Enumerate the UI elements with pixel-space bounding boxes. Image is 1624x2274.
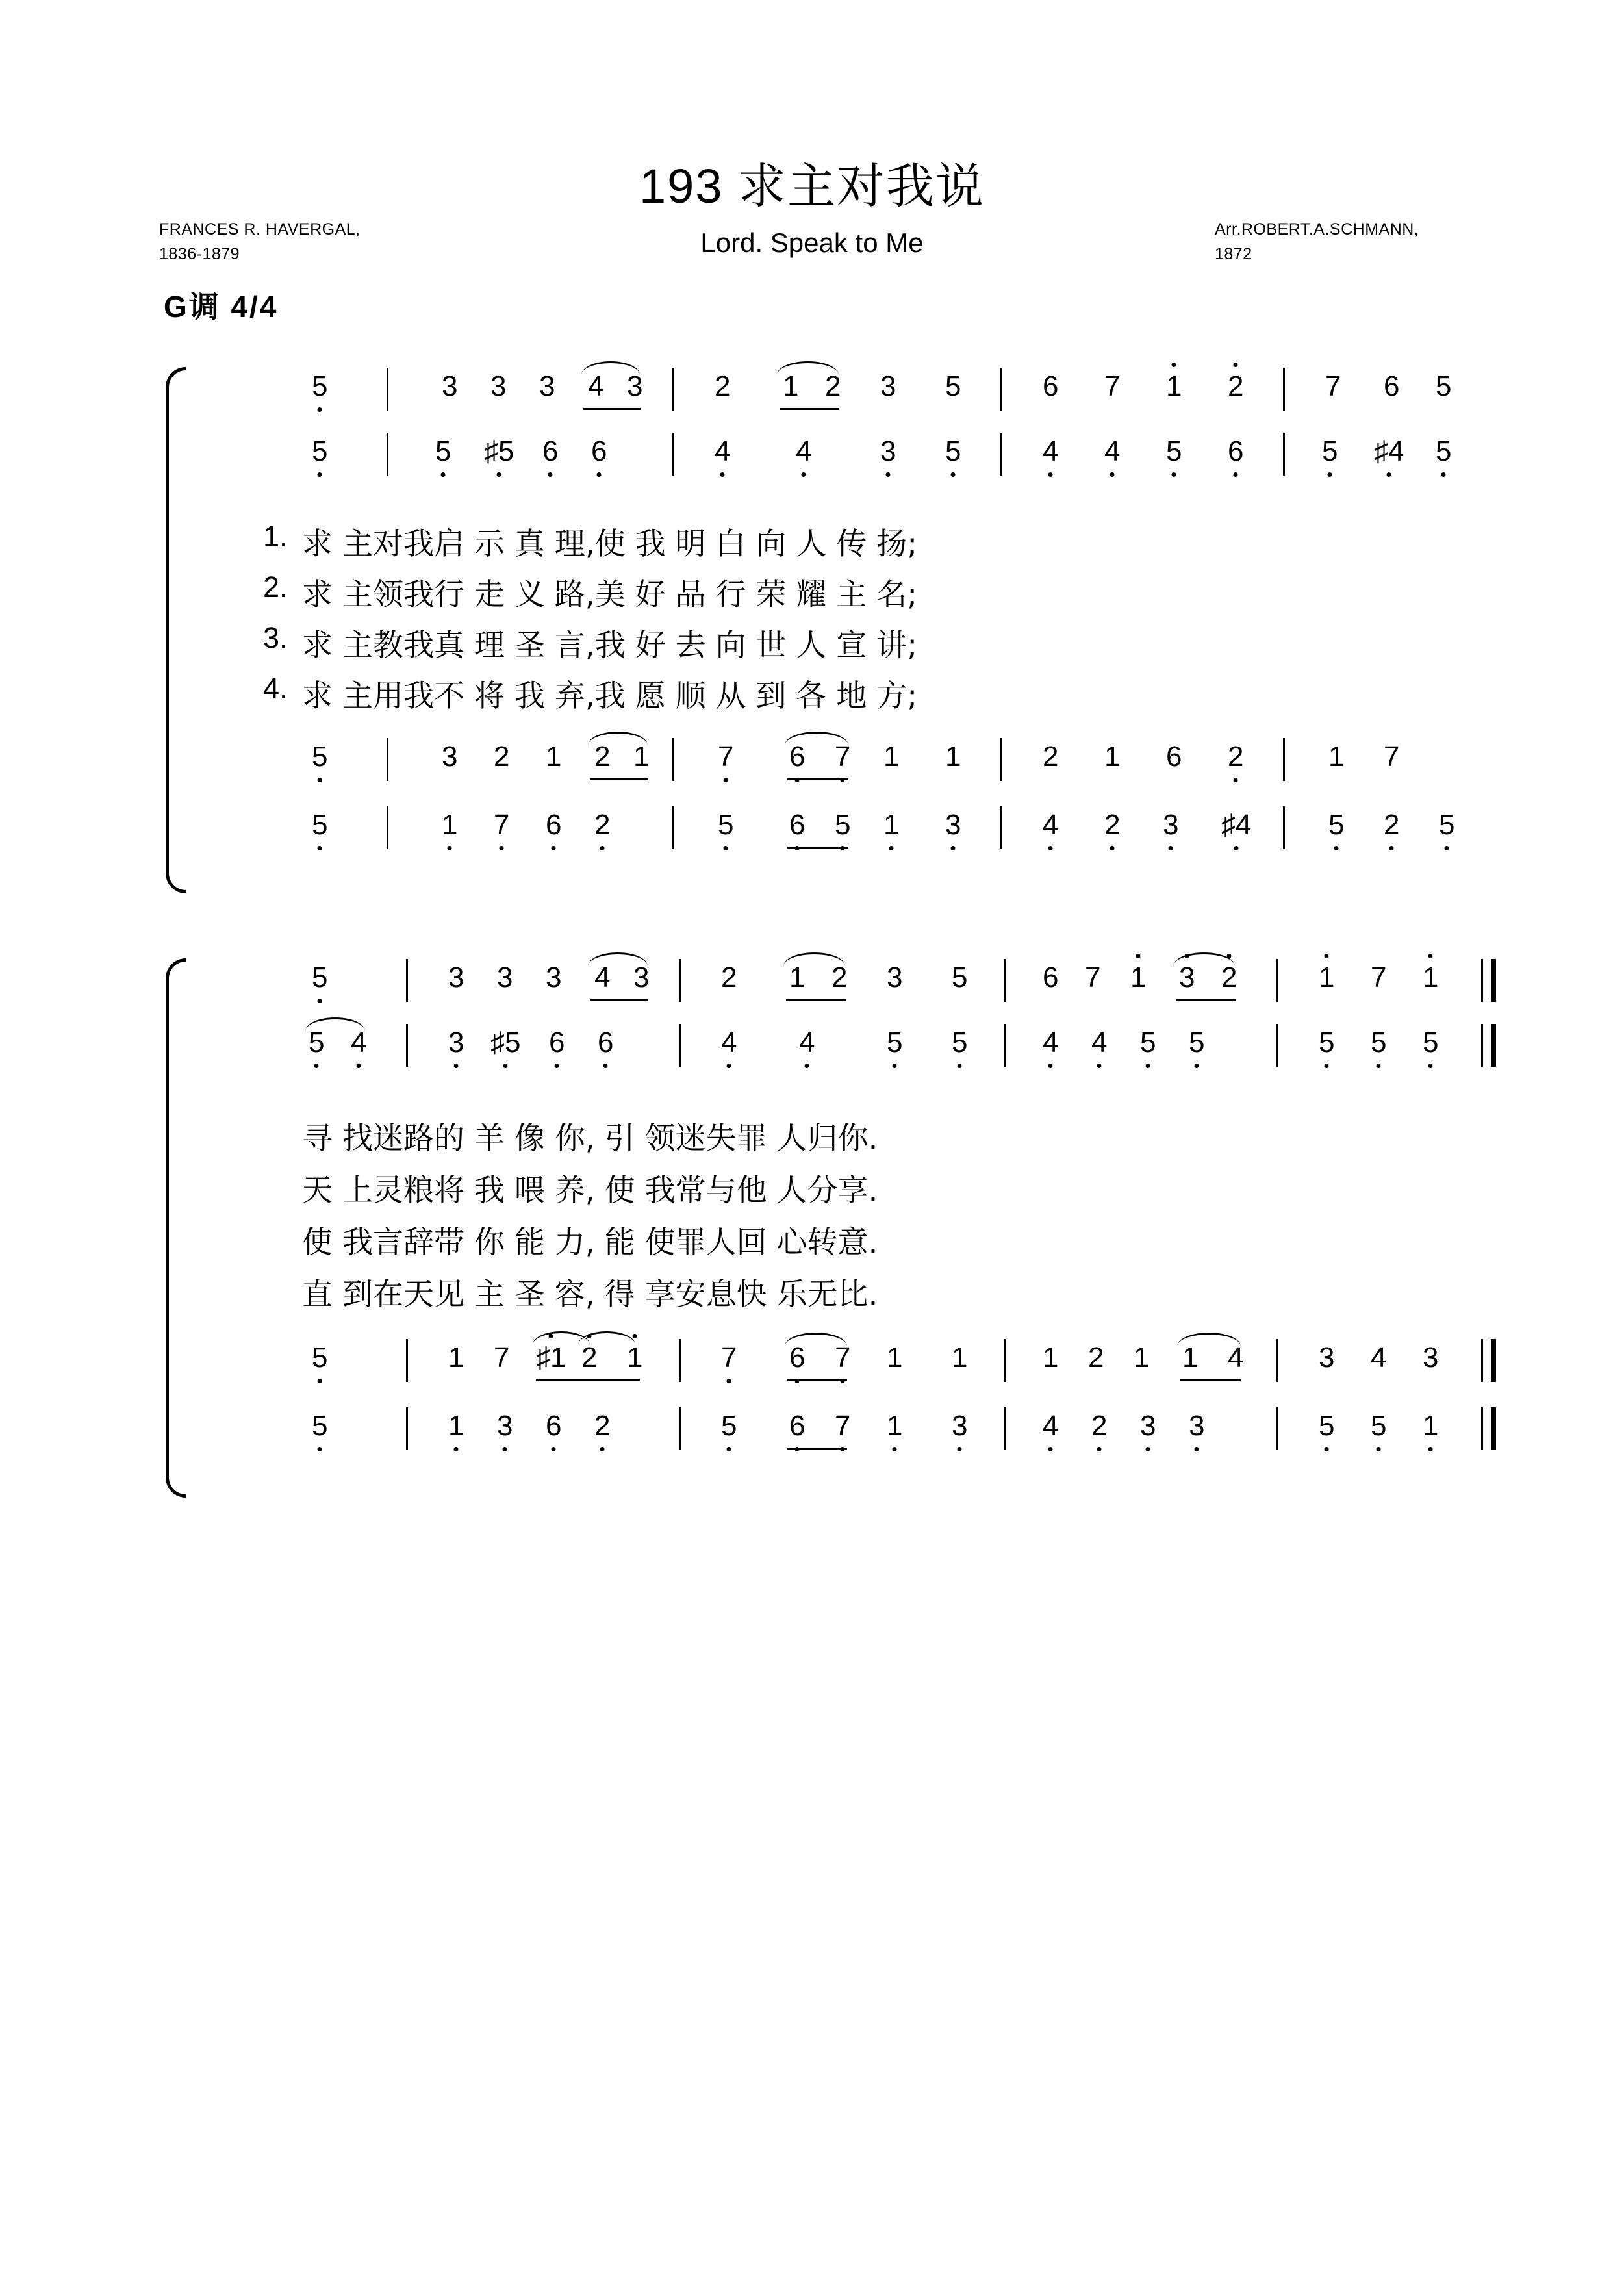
note: 2	[1104, 809, 1121, 841]
note: 3	[880, 435, 896, 467]
note: 4	[351, 1027, 367, 1058]
barline	[1283, 368, 1285, 411]
note: 1	[448, 1342, 464, 1373]
barline	[1000, 433, 1002, 476]
note: 1	[442, 809, 458, 841]
note: 1	[1328, 741, 1345, 773]
verse-number: 4.	[263, 672, 288, 705]
note: 2	[715, 370, 731, 402]
note: 5	[1189, 1027, 1205, 1058]
lyric-line	[0, 1270, 1624, 1313]
note: 2	[1228, 741, 1244, 773]
final-barline-thick	[1491, 1407, 1496, 1450]
note: 4	[1043, 1410, 1059, 1442]
note: 5	[435, 435, 451, 467]
credit-right-line2: 1872	[1215, 244, 1252, 263]
note: 3	[952, 1410, 968, 1442]
barline	[672, 368, 674, 411]
slur	[777, 361, 839, 375]
note: 3	[448, 1027, 464, 1058]
note: 6	[546, 1410, 562, 1442]
note: 5	[1371, 1027, 1387, 1058]
note: 1	[783, 370, 799, 402]
note: 1	[887, 1342, 903, 1373]
note: 1	[1130, 962, 1147, 993]
note: 6	[1166, 741, 1182, 773]
barline	[679, 959, 681, 1002]
note: 5	[1319, 1027, 1335, 1058]
lyric-line	[0, 1114, 1624, 1157]
note: ♯1	[536, 1342, 566, 1373]
lyric-text: 求 主用我不 将 我 弃,我 愿 顺 从 到 各 地 方;	[302, 678, 918, 714]
note: 5	[309, 1027, 325, 1058]
slur	[785, 732, 848, 745]
note: 4	[1104, 435, 1121, 467]
note: 7	[1371, 962, 1387, 993]
melody-row-3	[0, 962, 1624, 1003]
credit-left	[159, 218, 361, 266]
note: 1	[546, 741, 562, 773]
note: 2	[1043, 741, 1059, 773]
lyric-text: 直 到在天见 主 圣 容, 得 享安息快 乐无比.	[302, 1277, 878, 1312]
note: 3	[1319, 1342, 1335, 1373]
note: 1	[1319, 962, 1335, 993]
note: 6	[789, 1342, 806, 1373]
beam	[590, 999, 648, 1001]
barline	[1276, 959, 1278, 1002]
note: 5	[721, 1410, 737, 1442]
credit-right	[1215, 218, 1419, 266]
note: 5	[945, 435, 961, 467]
note: 4	[1043, 1027, 1059, 1058]
lyric-text: 求 主教我真 理 圣 言,我 好 去 向 世 人 宣 讲;	[302, 628, 918, 663]
lyric-text: 寻 找迷路的 羊 像 你, 引 领迷失罪 人归你.	[302, 1121, 878, 1156]
beam	[787, 1448, 847, 1450]
note: 5	[312, 1342, 328, 1373]
note: 5	[835, 809, 851, 841]
barline	[672, 433, 674, 476]
final-barline-thin	[1481, 1407, 1483, 1450]
note: 6	[542, 435, 559, 467]
note: 7	[494, 1342, 510, 1373]
note: 4	[588, 370, 604, 402]
barline	[1283, 738, 1285, 781]
harmony-row-1	[0, 435, 1624, 477]
barline	[1000, 368, 1002, 411]
note: 3	[887, 962, 903, 993]
lyric-text: 求 主对我启 示 真 理,使 我 明 白 向 人 传 扬;	[302, 526, 918, 562]
note: 3	[546, 962, 562, 993]
final-barline-thick	[1491, 1339, 1496, 1382]
note: 5	[887, 1027, 903, 1058]
note: 3	[1179, 962, 1195, 993]
beam	[1176, 999, 1236, 1001]
note: 3	[945, 809, 961, 841]
note: 6	[591, 435, 607, 467]
barline	[387, 368, 388, 411]
note: 7	[1325, 370, 1341, 402]
note: 2	[1221, 962, 1237, 993]
lyric-line	[0, 570, 1624, 613]
lyric-line	[0, 672, 1624, 715]
beam	[787, 1379, 847, 1381]
barline	[679, 1024, 681, 1067]
note: 4	[594, 962, 611, 993]
music-system-1	[0, 351, 1624, 884]
beam	[536, 1379, 640, 1381]
note: 1	[883, 809, 900, 841]
note: 7	[494, 809, 510, 841]
note: 7	[835, 1410, 851, 1442]
note: 5	[945, 370, 961, 402]
note: 3	[539, 370, 555, 402]
credit-left-line1: FRANCES R. HAVERGAL,	[159, 220, 361, 238]
barline	[1276, 1024, 1278, 1067]
note: 3	[448, 962, 464, 993]
note: 7	[1085, 962, 1101, 993]
note: 4	[796, 435, 812, 467]
barline	[672, 806, 674, 849]
note: 6	[549, 1027, 565, 1058]
note: 2	[1088, 1342, 1104, 1373]
note: 1	[633, 741, 650, 773]
barline	[406, 1339, 408, 1382]
barline	[1276, 1407, 1278, 1450]
note: 5	[312, 741, 328, 773]
note: 1	[945, 741, 961, 773]
note: 4	[721, 1027, 737, 1058]
harmony-row-2	[0, 809, 1624, 850]
note: 3	[1189, 1410, 1205, 1442]
note: 3	[442, 370, 458, 402]
slur	[1173, 952, 1235, 966]
music-system-2	[0, 942, 1624, 1488]
note: 1	[1423, 1410, 1439, 1442]
key-signature: G调 4/4	[164, 290, 279, 324]
note: 2	[494, 741, 510, 773]
note: 4	[1371, 1342, 1387, 1373]
barline	[406, 1024, 408, 1067]
note: 1	[1104, 741, 1121, 773]
barline	[387, 738, 388, 781]
note: 7	[835, 741, 851, 773]
note: 5	[1423, 1027, 1439, 1058]
barline	[1276, 1339, 1278, 1382]
barline	[1000, 738, 1002, 781]
harmony-row-3	[0, 1027, 1624, 1068]
note: 2	[581, 1342, 598, 1373]
slur	[588, 952, 648, 966]
note: 2	[1228, 370, 1244, 402]
note: 5	[718, 809, 734, 841]
note: 3	[633, 962, 650, 993]
note: 1	[1166, 370, 1182, 402]
credit-right-line1: Arr.ROBERT.A.SCHMANN,	[1215, 220, 1419, 238]
slur	[1177, 1333, 1241, 1346]
note: ♯5	[484, 435, 514, 467]
note: 2	[831, 962, 848, 993]
note: 3	[490, 370, 507, 402]
note: 3	[1423, 1342, 1439, 1373]
final-barline-thin	[1481, 1339, 1483, 1382]
melody-row-2	[0, 741, 1624, 782]
barline	[406, 959, 408, 1002]
note: 4	[1043, 809, 1059, 841]
barline	[1004, 1407, 1006, 1450]
lyric-text: 求 主领我行 走 义 路,美 好 品 行 荣 耀 主 名;	[302, 577, 918, 613]
slur	[785, 1333, 847, 1346]
lyric-line	[0, 520, 1624, 563]
note: 4	[715, 435, 731, 467]
barline	[387, 806, 388, 849]
note: 7	[835, 1342, 851, 1373]
note: 3	[442, 741, 458, 773]
note: 5	[312, 435, 328, 467]
beam	[787, 847, 848, 849]
lyric-line	[0, 1166, 1624, 1209]
note: ♯5	[490, 1027, 521, 1058]
note: 5	[952, 962, 968, 993]
note: 5	[1322, 435, 1338, 467]
beam	[786, 999, 846, 1001]
barline	[1283, 433, 1285, 476]
final-barline-thin	[1481, 1024, 1483, 1067]
note: 6	[789, 809, 806, 841]
beam	[787, 778, 848, 780]
beam	[780, 408, 839, 410]
note: 7	[1384, 741, 1400, 773]
note: 3	[1140, 1410, 1156, 1442]
melody-row-4	[0, 1342, 1624, 1383]
note: 2	[594, 809, 611, 841]
note: 5	[1436, 435, 1452, 467]
note: 6	[546, 809, 562, 841]
note: 4	[1091, 1027, 1108, 1058]
note: 7	[1104, 370, 1121, 402]
note: 2	[594, 1410, 611, 1442]
beam	[583, 408, 641, 410]
note: 1	[952, 1342, 968, 1373]
note: 1	[1043, 1342, 1059, 1373]
beam	[590, 778, 648, 780]
note: 7	[718, 741, 734, 773]
lyric-line	[0, 1218, 1624, 1261]
note: 5	[1166, 435, 1182, 467]
barline	[1004, 1024, 1006, 1067]
note: 2	[721, 962, 737, 993]
note: 5	[1328, 809, 1345, 841]
note: 5	[1371, 1410, 1387, 1442]
note: 1	[887, 1410, 903, 1442]
verse-number: 2.	[263, 570, 288, 604]
note: 7	[721, 1342, 737, 1373]
note: 3	[1163, 809, 1179, 841]
note: 6	[789, 1410, 806, 1442]
credit-left-line2: 1836-1879	[159, 244, 240, 263]
note: 1	[1134, 1342, 1150, 1373]
melody-row-1	[0, 370, 1624, 412]
note: 5	[312, 809, 328, 841]
lyric-text: 天 上灵粮将 我 喂 养, 使 我常与他 人分享.	[302, 1173, 878, 1208]
barline	[679, 1407, 681, 1450]
barline	[1004, 1339, 1006, 1382]
note: 2	[594, 741, 611, 773]
slur	[305, 1017, 365, 1031]
slur	[783, 952, 845, 966]
note: 6	[789, 741, 806, 773]
final-barline-thick	[1491, 959, 1496, 1002]
note: 1	[448, 1410, 464, 1442]
note: 6	[1043, 370, 1059, 402]
lyric-text: 使 我言辞带 你 能 力, 能 使罪人回 心转意.	[302, 1225, 878, 1260]
note: 1	[883, 741, 900, 773]
note: 1	[1182, 1342, 1199, 1373]
barline	[1283, 806, 1285, 849]
final-barline-thick	[1491, 1024, 1496, 1067]
note: 4	[1228, 1342, 1244, 1373]
note: 4	[799, 1027, 815, 1058]
note: 5	[1436, 370, 1452, 402]
note: 4	[1043, 435, 1059, 467]
barline	[679, 1339, 681, 1382]
note: 5	[1439, 809, 1455, 841]
note: ♯4	[1374, 435, 1404, 467]
barline	[387, 433, 388, 476]
page-title: 193 求主对我说	[639, 159, 985, 213]
slur	[578, 1331, 635, 1345]
note: 5	[312, 1410, 328, 1442]
note: 6	[1043, 962, 1059, 993]
note: 1	[1423, 962, 1439, 993]
barline	[1004, 959, 1006, 1002]
note: 2	[1384, 809, 1400, 841]
note: 5	[312, 370, 328, 402]
note: 2	[1091, 1410, 1108, 1442]
note: 2	[825, 370, 841, 402]
barline	[1000, 806, 1002, 849]
note: 5	[1319, 1410, 1335, 1442]
note: 3	[880, 370, 896, 402]
note: ♯4	[1221, 809, 1252, 841]
verse-number: 3.	[263, 621, 288, 654]
note: 5	[1140, 1027, 1156, 1058]
harmony-row-4	[0, 1410, 1624, 1451]
final-barline-thin	[1481, 959, 1483, 1002]
note: 6	[1228, 435, 1244, 467]
note: 3	[627, 370, 643, 402]
note: 1	[789, 962, 806, 993]
verse-number: 1.	[263, 520, 288, 553]
beam	[1180, 1379, 1241, 1381]
note: 5	[312, 962, 328, 993]
lyric-line	[0, 621, 1624, 664]
note: 5	[952, 1027, 968, 1058]
barline	[406, 1407, 408, 1450]
page-subtitle: Lord. Speak to Me	[700, 227, 924, 258]
note: 1	[627, 1342, 643, 1373]
slur	[588, 732, 648, 745]
note: 6	[1384, 370, 1400, 402]
note: 3	[497, 962, 513, 993]
note: 6	[598, 1027, 614, 1058]
note: 3	[497, 1410, 513, 1442]
barline	[672, 738, 674, 781]
slur	[581, 361, 640, 375]
